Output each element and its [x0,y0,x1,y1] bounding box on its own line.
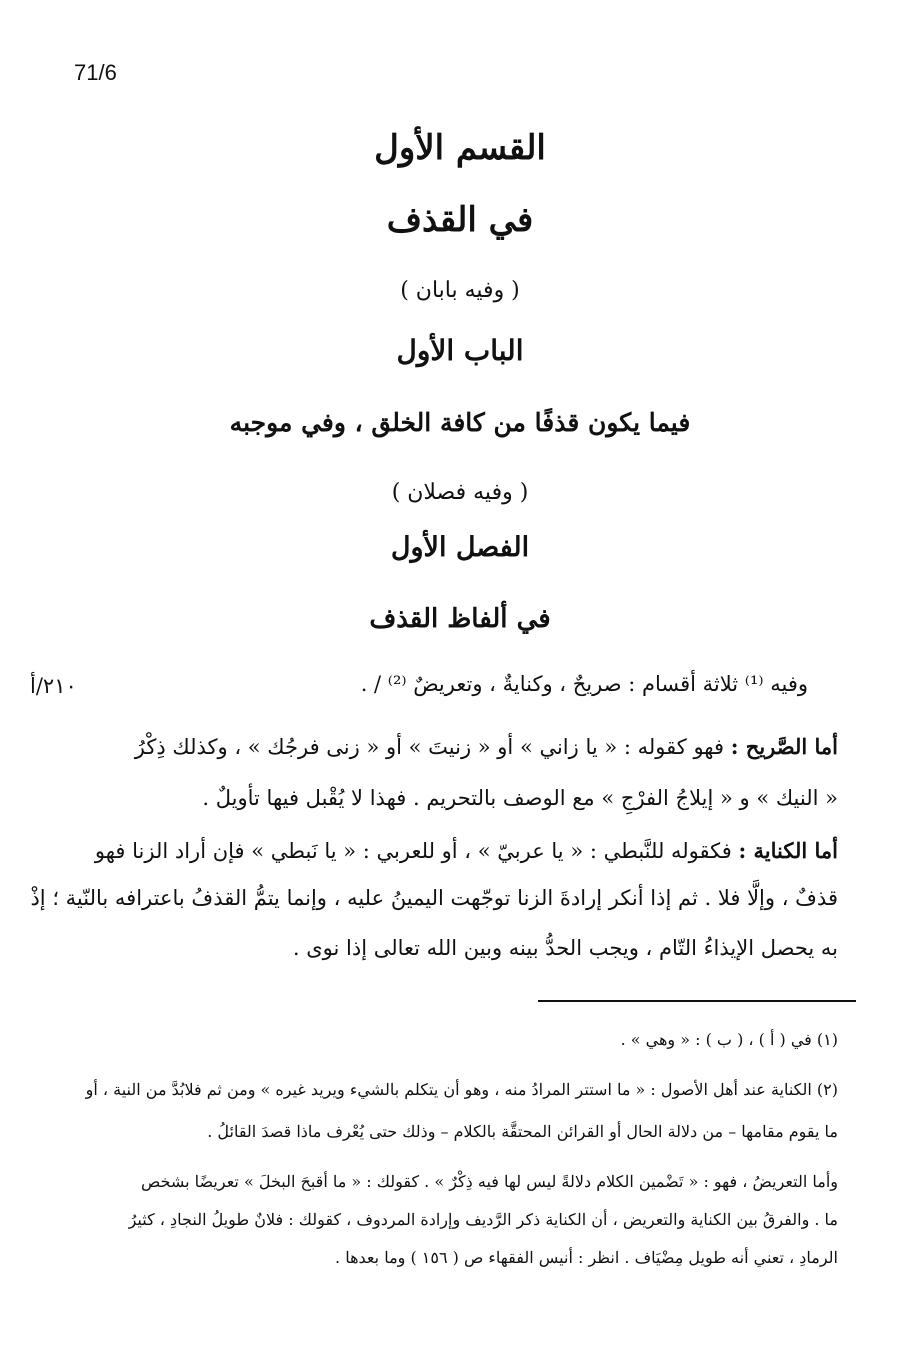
footnote-2-continuation-line: وأما التعريضُ ، فهو : « تَضْمين الكلام دلالةً ليس لها فيه ذِكْرٌ » . كقولك : « ما أقبحَ البخلَ » تعريضًا بشخص [140,1172,838,1191]
intro-paragraph: وفيه ⁽¹⁾ ثلاثة أقسام : صريحٌ ، وكنايةٌ ، وتعريضٌ ⁽²⁾ / . [360,672,808,696]
metonymy-paragraph-line: به يحصل الإيذاءُ التّام ، ويجب الحدُّ بينه وبين الله تعالى إذا نوى . [292,936,838,960]
footnote-separator [538,1000,856,1002]
metonymy-paragraph-line [95,838,838,863]
explicit-lead: أما الصَّريح : [730,734,838,759]
footnote-2-continuation-line: ما . والفرقُ بين الكناية والتعريض ، أن الكناية ذكر الرَّديف وإرادة المردوف ، كقولك : فلانٌ طويلُ النجادِ ، كثيرُ [128,1210,838,1229]
footnote-2-continuation-line: الرمادِ ، تعني أنه طويل مِضْيَاف . انظر : أنيس الفقهاء ص ( ١٥٦ ) وما بعدها . [335,1248,838,1267]
footnote-2-line: (٢) الكناية عند أهل الأصول : « ما استتر المرادُ منه ، وهو أن يتكلم بالشيء ويريد غيره » ومن ثم فلابُدَّ من النية ، أو [85,1080,838,1099]
sections-count-note: ( وفيه فصلان ) [391,480,529,505]
metonymy-lead: أما الكناية : [738,838,838,863]
explicit-paragraph-line: « النيك » و « إيلاجُ الفرْجِ » مع الوصف بالتحريم . فهذا لا يُقْبل فيها تأويلٌ . [202,786,838,810]
chapter-heading: الباب الأول [396,334,524,367]
manuscript-folio-reference: ٢١٠/أ [30,674,77,698]
footnote-2-line: ما يقوم مقامها – من دلالة الحال أو القرائن المحتقَّة بالكلام – وذلك حتى يُعْرف ماذا قصدَ القائلُ . [207,1122,838,1141]
page-number: 71/6 [74,60,117,85]
metonymy-paragraph-line: قذفٌ ، وإلَّا فلا . ثم إذا أنكر إرادةَ الزنا توجّهت اليمينُ عليه ، وإنما يتمُّ القذفُ باعترافه بالنّية ؛ إذْ [30,886,838,910]
chapter-title: فيما يكون قذفًا من كافة الخلق ، وفي موجبه [229,408,691,437]
explicit-text: فهو كقوله : « يا زاني » أو « زنيتَ » أو « زنى فرجُك » ، وكذلك ذِكْرُ [134,735,731,759]
part-heading: القسم الأول [374,128,546,168]
explicit-paragraph-line [135,734,838,759]
footnote-1: (١) في ( أ ) ، ( ب ) : « وهي » . [620,1030,838,1049]
chapters-count-note: ( وفيه بابان ) [400,278,520,303]
section-title: في ألفاظ القذف [369,604,551,634]
section-heading: الفصل الأول [390,532,530,563]
subject-heading: في القذف [386,200,534,240]
metonymy-text: فكقوله للنَّبطي : « يا عربيّ » ، أو للعربي : « يا نَبطي » فإن أراد الزنا فهو [94,839,739,863]
